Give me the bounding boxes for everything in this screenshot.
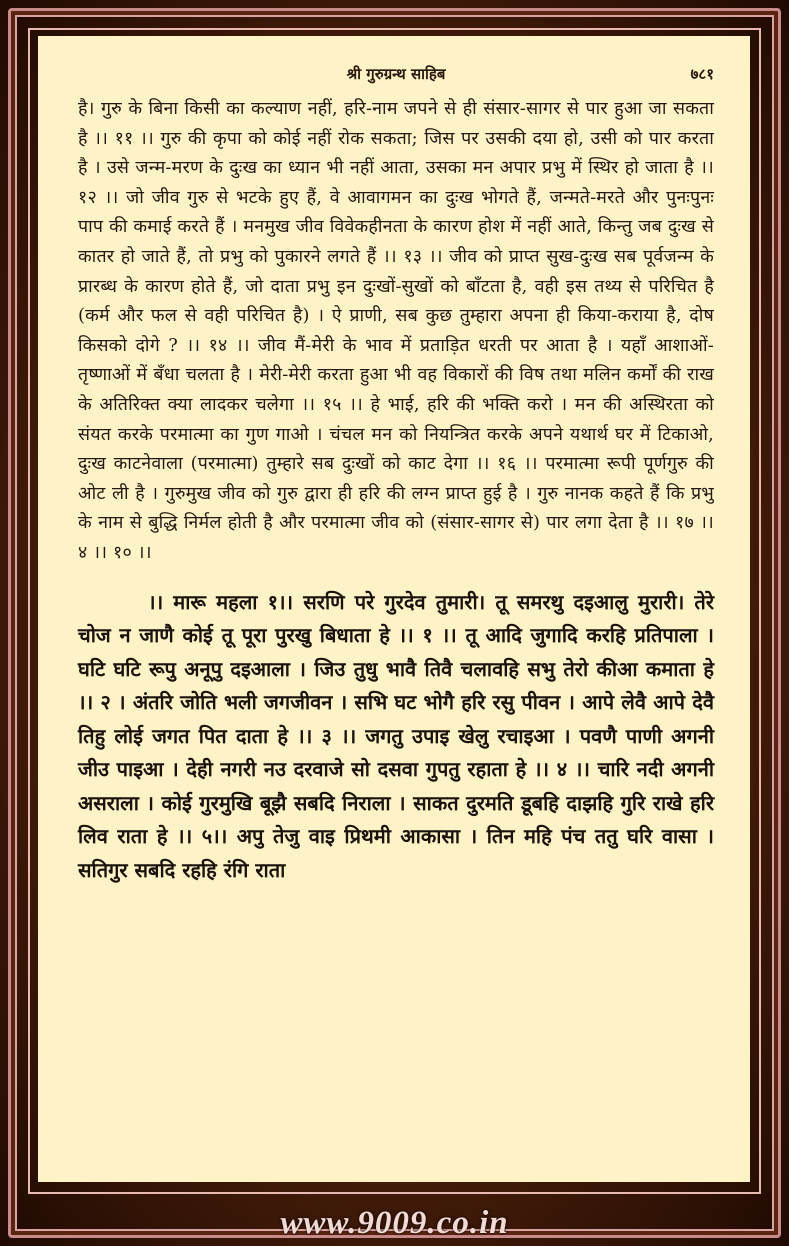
website-watermark: www.9009.co.in bbox=[280, 1205, 509, 1241]
scripture-page bbox=[38, 36, 750, 1182]
gurbani-verse: ।। मारू महला १।। सरणि परे गुरदेव तुमारी। तू समरथु दइआलु मुरारी। तेरे चोज न जाणै कोई तू पूरा पुरखु बिधाता हे ।। १ ।। तू आदि जुगादि करहि प्रतिपाला । घटि घटि रूपु अनूपु दइआला । जिउ तुधु भावै तिवै चलावहि सभु तेरो कीआ कमाता हे ।। २ । अंतरि जोति भली जगजीवन । सभि घट भोगै हरि रसु पीवन । आपे लेवै आपे देवै तिहु लोई जगत पित दाता हे ।। ३ ।। जगतु उपाइ खेलु रचाइआ । पवणै पाणी अगनी जीउ पाइआ । देही नगरी नउ दरवाजे सो दसवा गुपतु रहाता हे ।। ४ ।। चारि नदी अगनी असराला । कोई गुरमुखि बूझै सबदि निराला । साकत दुरमति डूबहि दाझहि गुरि राखे हरि लिव राता हे ।। ५।। अपु तेजु वाइ प्रिथमी आकासा । तिन महि पंच ततु घरि वासा । सतिगुर सबदि रहहि रंगि राता bbox=[78, 589, 714, 882]
page-number: ७८१ bbox=[690, 65, 714, 83]
page-header bbox=[78, 64, 714, 94]
translation-paragraph: है। गुरु के बिना किसी का कल्याण नहीं, हरि-नाम जपने से ही संसार-सागर से पार हुआ जा सकता है ।। ११ ।। गुरु की कृपा को कोई नहीं रोक सकता; जिस पर उसकी दया हो, उसी को पार करता है । उसे जन्म-मरण के दुःख का ध्यान भी नहीं आता, उसका मन अपार प्रभु में स्थिर हो जाता है ।। १२ ।। जो जीव गुरु से भटके हुए हैं, वे आवागमन का दुःख भोगते हैं, जन्मते-मरते और पुनःपुनः पाप की कमाई करते हैं । मनमुख जीव विवेकहीनता के कारण होश में नहीं आते, किन्तु जब दुःख से कातर हो जाते हैं, तो प्रभु को पुकारने लगते हैं ।। १३ ।। जीव को प्राप्त सुख-दुःख सब पूर्वजन्म के प्रारब्ध के कारण होते हैं, जो दाता प्रभु इन दुःखों-सुखों को बाँटता है, वही इस तथ्य से परिचित है (कर्म और फल से वही परिचित है) । ऐ प्राणी, सब कुछ तुम्हारा अपना ही किया-कराया है, दोष किसको दोगे ? ।। १४ ।। जीव मैं-मेरी के भाव में प्रताड़ित धरती पर आता है । यहाँ आशाओं-तृष्णाओं में बँधा चलता है । मेरी-मेरी करता हुआ भी वह विकारों की विष तथा मलिन कर्मों की राख के अतिरिक्त क्या लादकर चलेगा ।। १५ ।। हे भाई, हरि की भक्ति करो । मन की अस्थिरता को संयत करके परमात्मा का गुण गाओ । चंचल मन को नियन्त्रित करके अपने यथार्थ घर में टिकाओ, दुःख काटनेवाला (परमात्मा) तुम्हारे सब दुःखों को काट देगा ।। १६ ।। परमात्मा रूपी पूर्णगुरु की ओट ली है । गुरुमुख जीव को गुरु द्वारा ही हरि की लग्न प्राप्त हुई है । गुरु नानक कहते हैं कि प्रभु के नाम से बुद्धि निर्मल होती है और परमात्मा जीव को (संसार-सागर से) पार लगा देता है ।। १७ ।। ४ ।। १० ।। bbox=[78, 98, 714, 563]
page-title: श्री गुरुग्रन्थ साहिब bbox=[346, 65, 446, 83]
